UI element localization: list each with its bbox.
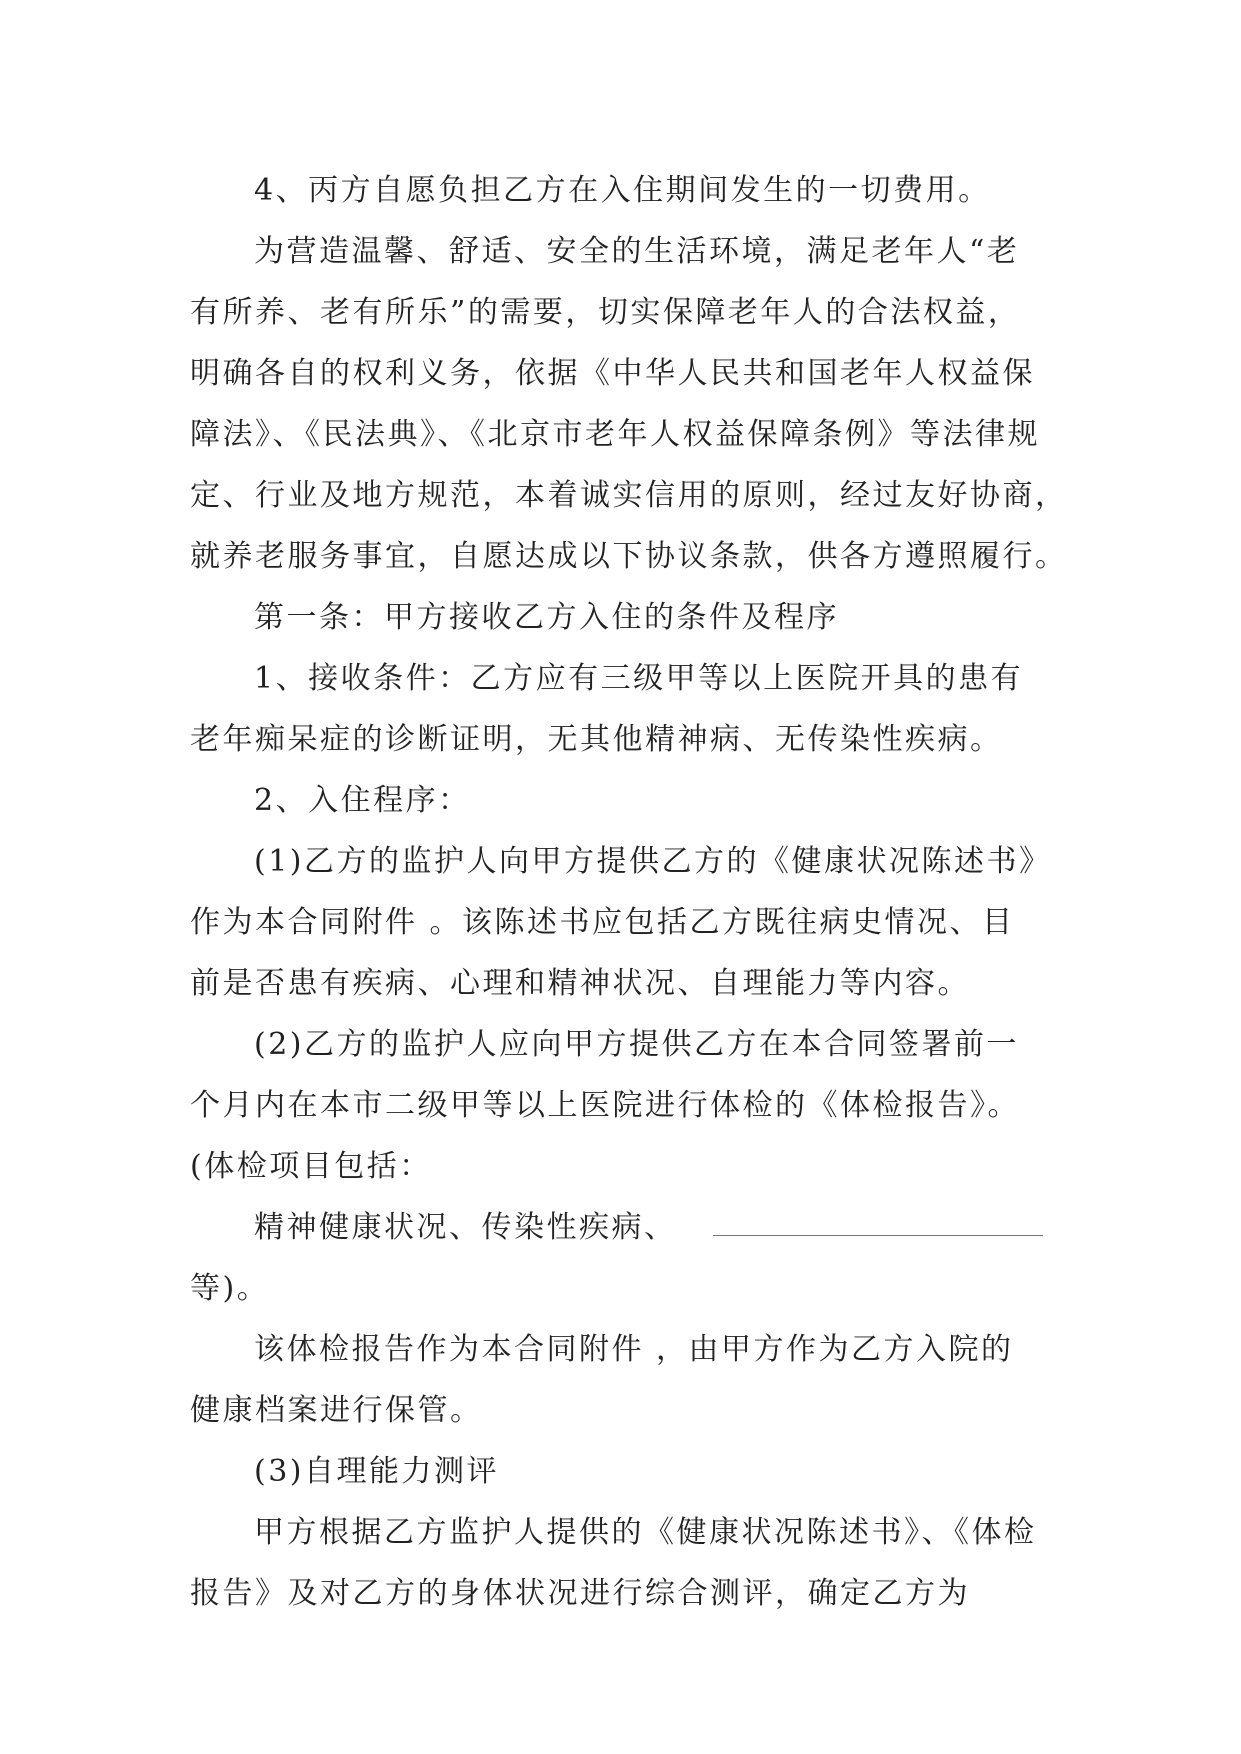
paragraph-line: 障法》、《民法典》、《北京市老年人权益保障条例》等法律规 [190,417,1040,452]
fill-in-line [190,1197,1050,1258]
paragraph-line: 为营造温馨、舒适、安全的生活环境，满足老年人“老 [254,234,1020,269]
paragraph-line: 前是否患有疾病、心理和精神状况、自理能力等内容。 [190,966,970,1001]
paragraph-line: 个月内在本市二级甲等以上医院进行体检的《体检报告》。 [190,1088,1020,1123]
paragraph-line: 作为本合同附件 。该陈述书应包括乙方既往病史情况、目 [190,905,1015,940]
blank-underline [713,1234,1043,1236]
paragraph-line: 报告》及对乙方的身体状况进行综合测评，确定乙方为 [190,1576,970,1611]
section-heading: (3)自理能力测评 [254,1454,499,1489]
paragraph-line: (2)乙方的监护人应向甲方提供乙方在本合同签署前一 [254,1027,1019,1062]
article-heading: 第一条：甲方接收乙方入住的条件及程序 [254,600,839,635]
section-heading: 2、入住程序： [254,783,471,818]
paragraph-line: 该体检报告作为本合同附件 ，由甲方作为乙方入院的 [254,1332,1014,1367]
document-body [190,160,1068,1624]
paragraph-line: 有所养、老有所乐”的需要，切实保障老年人的合法权益， [190,295,1021,330]
paragraph-line-text: 精神健康状况、传染性疾病、 [254,1210,677,1245]
paragraph-line: 就养老服务事宜，自愿达成以下协议条款，供各方遵照履行。 [190,539,1068,574]
paragraph-line: 等)。 [190,1271,270,1306]
paragraph-line: 定、行业及地方规范，本着诚实信用的原则，经过友好协商， [190,478,1068,513]
paragraph-line-fee: 4、丙方自愿负担乙方在入住期间发生的一切费用。 [254,173,991,208]
paragraph-line: 甲方根据乙方监护人提供的《健康状况陈述书》、《体检 [254,1515,1037,1550]
paragraph-line: (体检项目包括： [190,1149,432,1184]
paragraph-line: 老年痴呆症的诊断证明，无其他精神病、无传染性疾病。 [190,722,1003,757]
paragraph-line: 健康档案进行保管。 [190,1393,483,1428]
paragraph-line: (1)乙方的监护人向甲方提供乙方的《健康状况陈述书》 [254,844,1052,879]
paragraph-line: 1、接收条件：乙方应有三级甲等以上医院开具的患有 [254,661,1024,696]
paragraph-line: 明确各自的权利义务，依据《中华人民共和国老年人权益保 [190,356,1035,391]
